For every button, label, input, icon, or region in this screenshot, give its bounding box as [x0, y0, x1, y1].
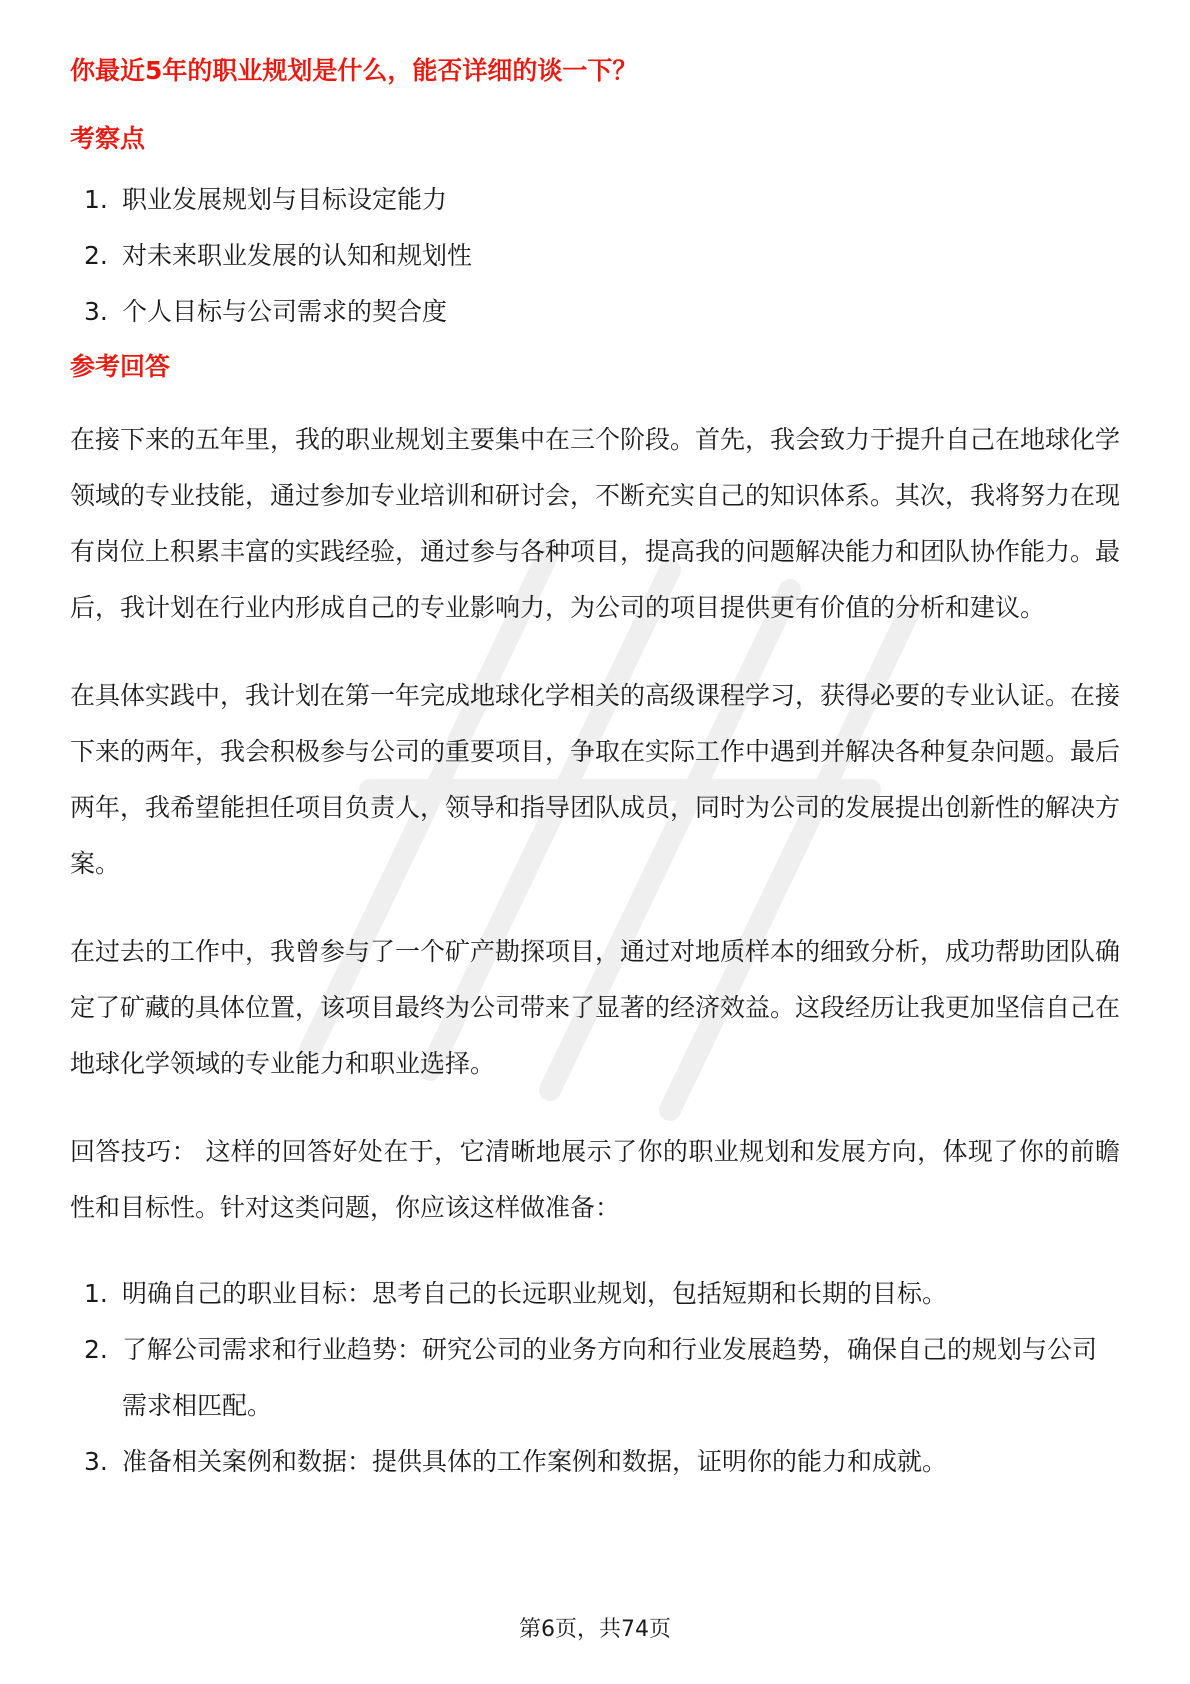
tips-list	[70, 1266, 1120, 1490]
tip-item-text: 准备相关案例和数据：提供具体的工作案例和数据，证明你的能力和成就。	[122, 1447, 948, 1476]
answer-heading: 参考回答	[70, 352, 171, 381]
tip-item	[70, 1322, 1120, 1434]
list-number: 2.	[84, 241, 108, 270]
tip-item	[70, 1434, 1120, 1490]
answer-paragraph: 在具体实践中，我计划在第一年完成地球化学相关的高级课程学习，获得必要的专业认证。在接下来的两年，我会积极参与公司的重要项目，争取在实际工作中遇到并解决各种复杂问题。最后两年，我希望能担任项目负责人，领导和指导团队成员，同时为公司的发展提出创新性的解决方案。	[70, 681, 1121, 878]
tip-item-text: 了解公司需求和行业趋势：研究公司的业务方向和行业发展趋势，确保自己的规划与公司需求相匹配。	[122, 1335, 1098, 1420]
assessment-item-text: 个人目标与公司需求的契合度	[122, 297, 448, 326]
list-number: 1.	[84, 1279, 108, 1308]
question-title: 你最近5年的职业规划是什么，能否详细的谈一下？	[70, 56, 638, 85]
answer-paragraph: 在过去的工作中，我曾参与了一个矿产勘探项目，通过对地质样本的细致分析，成功帮助团队确定了矿藏的具体位置，该项目最终为公司带来了显著的经济效益。这段经历让我更加坚信自己在地球化学领域的专业能力和职业选择。	[70, 937, 1121, 1078]
assessment-item-text: 对未来职业发展的认知和规划性	[122, 241, 473, 270]
list-number: 3.	[84, 297, 108, 326]
list-number: 2.	[84, 1335, 108, 1364]
assessment-item-text: 职业发展规划与目标设定能力	[122, 185, 448, 214]
answer-paragraph: 在接下来的五年里，我的职业规划主要集中在三个阶段。首先，我会致力于提升自己在地球化学领域的专业技能，通过参加专业培训和研讨会，不断充实自己的知识体系。其次，我将努力在现有岗位上积累丰富的实践经验，通过参与各种项目，提高我的问题解决能力和团队协作能力。最后，我计划在行业内形成自己的专业影响力，为公司的项目提供更有价值的分析和建议。	[70, 425, 1121, 622]
tips-intro-paragraph: 回答技巧： 这样的回答好处在于，它清晰地展示了你的职业规划和发展方向，体现了你的前瞻性和目标性。针对这类问题，你应该这样做准备：	[70, 1137, 1120, 1222]
assessment-item	[70, 236, 1120, 276]
tip-item	[70, 1266, 1120, 1322]
assessment-heading: 考察点	[70, 124, 146, 153]
page-footer: 第6页，共74页	[519, 1617, 671, 1642]
assessment-item	[70, 292, 1120, 332]
assessment-item	[70, 180, 1120, 220]
tip-item-text: 明确自己的职业目标：思考自己的长远职业规划，包括短期和长期的目标。	[122, 1279, 948, 1308]
list-number: 3.	[84, 1447, 108, 1476]
assessment-list	[70, 180, 1120, 332]
document-page	[70, 40, 1120, 1490]
list-number: 1.	[84, 185, 108, 214]
